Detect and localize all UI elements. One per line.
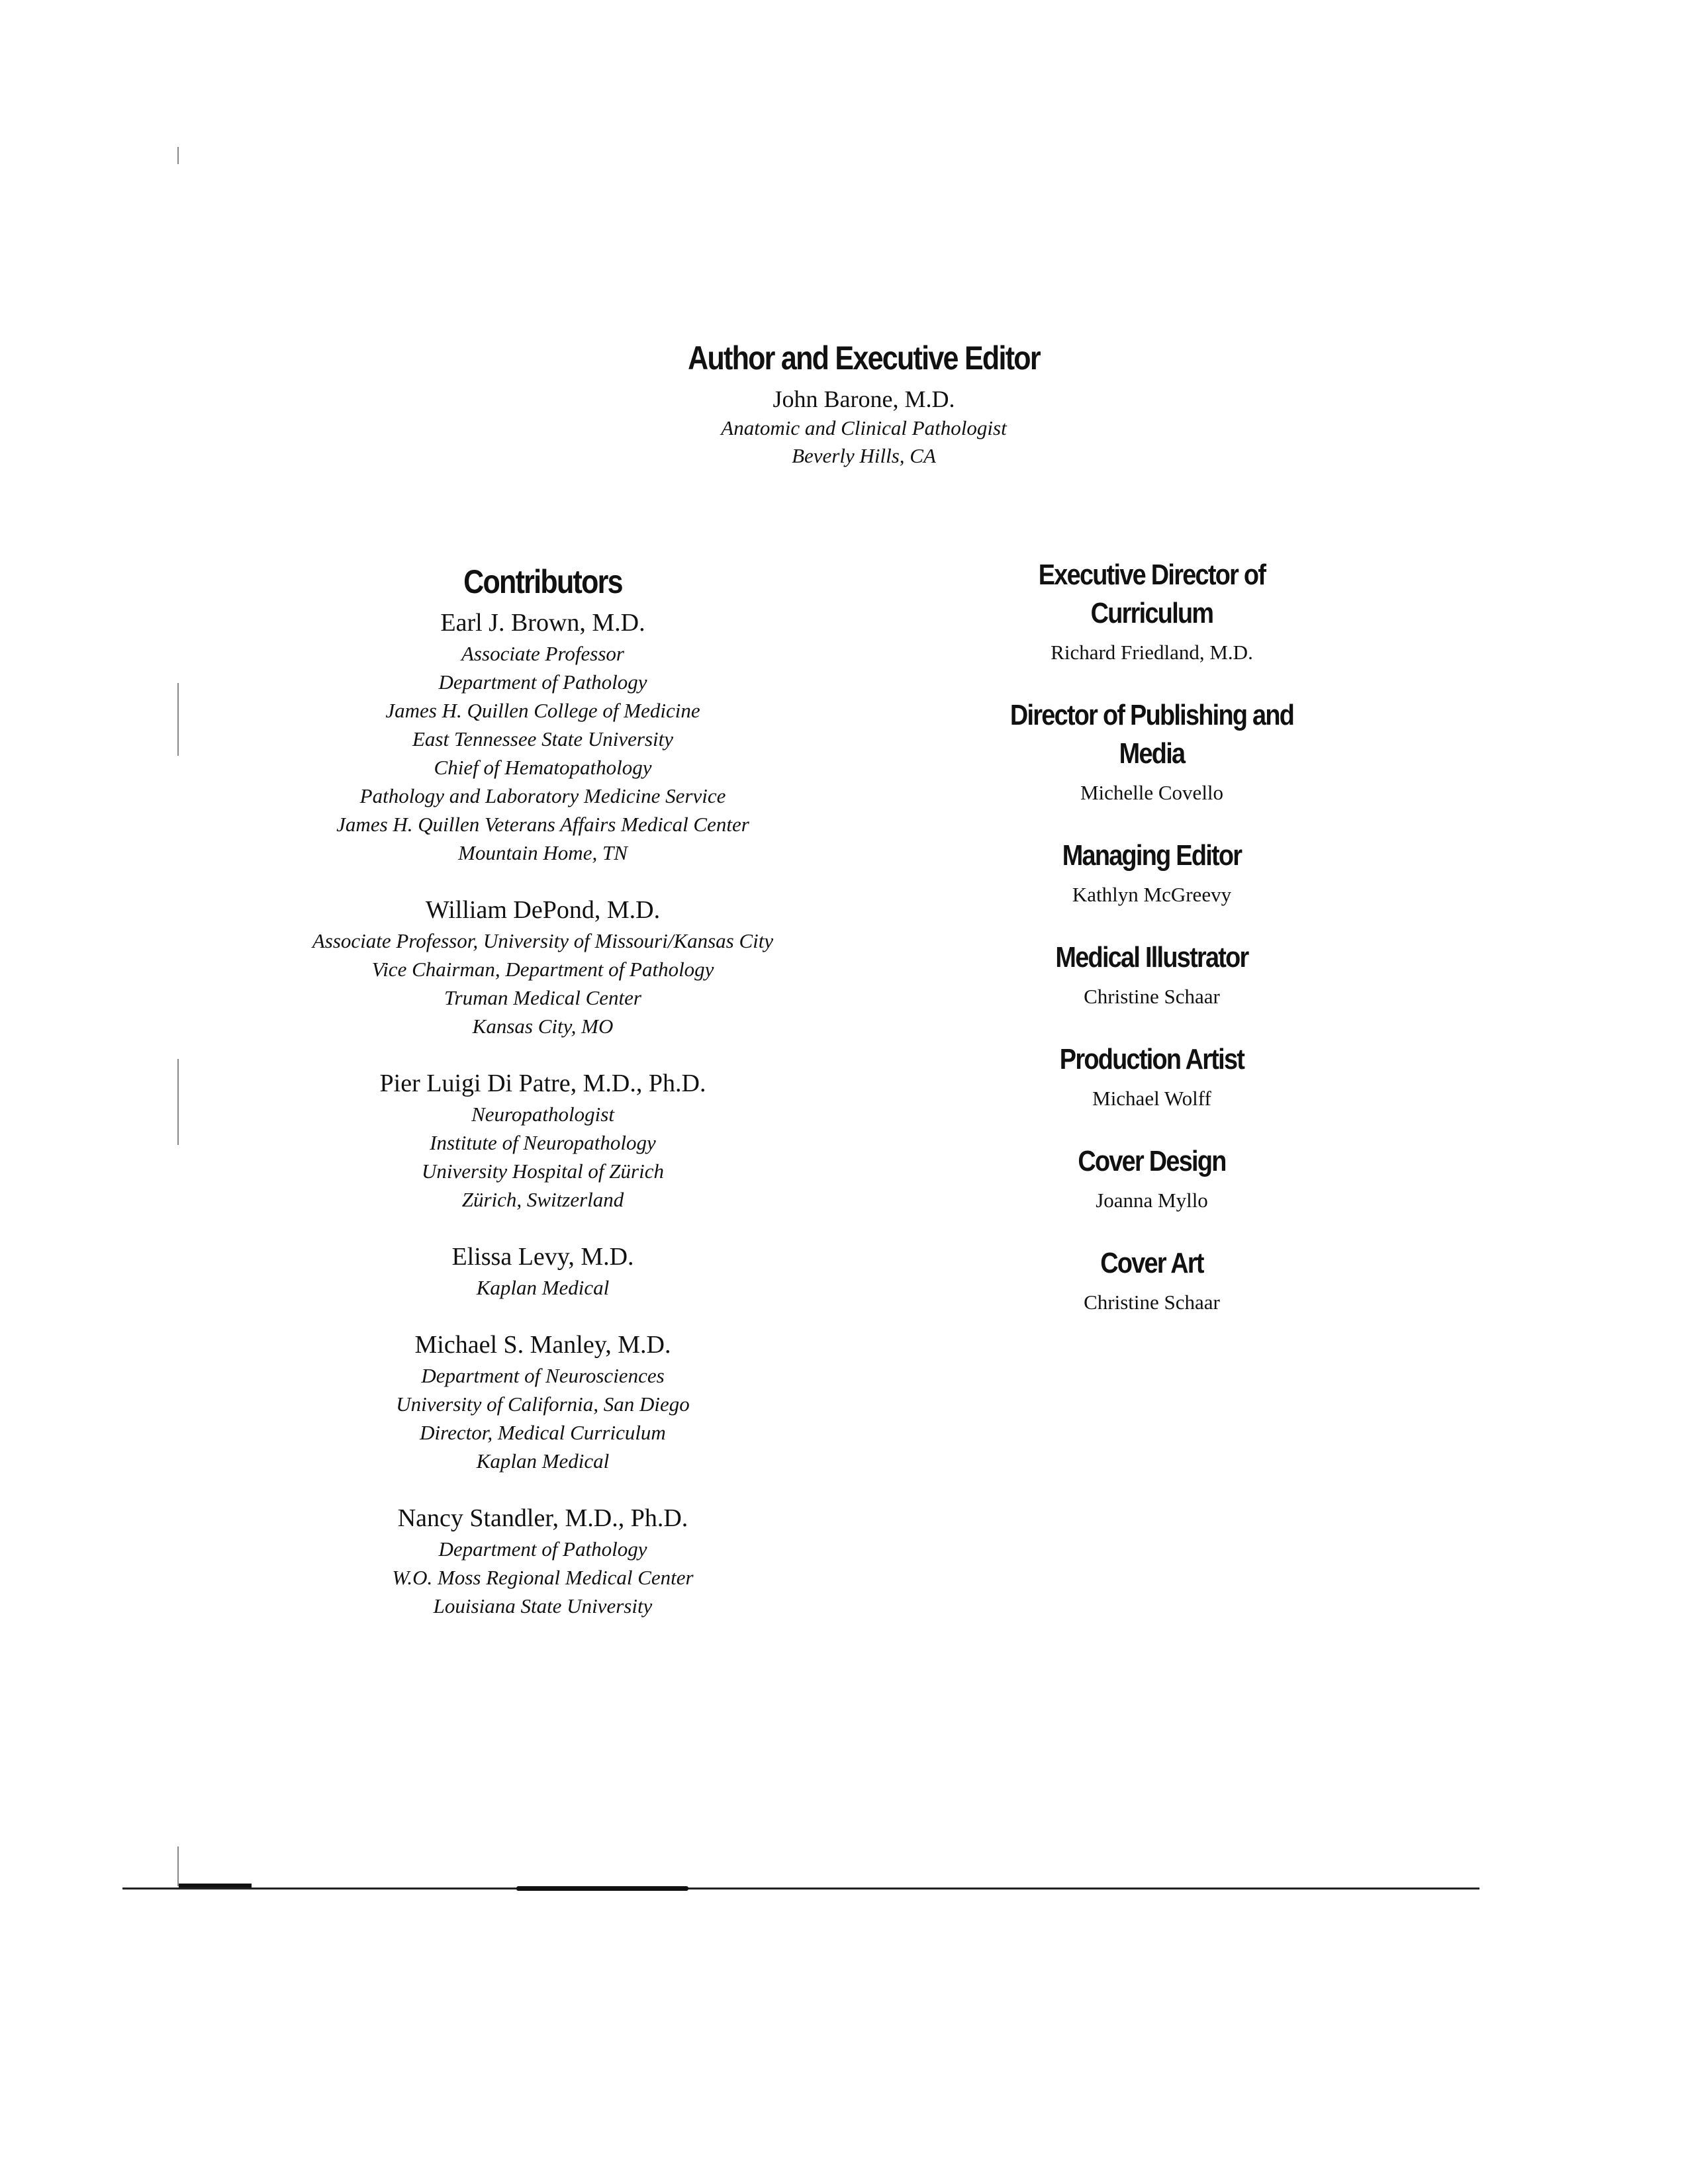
contributor-detail: East Tennessee State University	[412, 727, 674, 751]
bottom-rule-accent	[179, 1884, 252, 1888]
contributor	[252, 1067, 834, 1214]
author-detail: Anatomic and Clinical Pathologist	[721, 416, 1007, 439]
author-name: John Barone, M.D.	[773, 386, 955, 412]
contributors-heading: Contributors	[463, 563, 622, 600]
author-detail: Beverly Hills, CA	[792, 444, 936, 467]
staff-entry	[947, 1040, 1357, 1113]
contributor	[252, 1240, 834, 1302]
contributor-detail: Mountain Home, TN	[458, 841, 628, 864]
contributor-name: Michael S. Manley, M.D.	[414, 1331, 671, 1359]
contributor-detail: Institute of Neuropathology	[430, 1131, 656, 1154]
bottom-rule	[122, 1888, 1479, 1889]
staff-entry	[947, 696, 1357, 807]
staff-role: Managing Editor	[1062, 839, 1242, 872]
contributor-detail: Department of Pathology	[438, 670, 647, 694]
contributor-detail: Kaplan Medical	[476, 1276, 610, 1299]
contributor-name: Nancy Standler, M.D., Ph.D.	[397, 1504, 688, 1532]
contributor-name: Pier Luigi Di Patre, M.D., Ph.D.	[379, 1069, 706, 1097]
contributor-detail: Pathology and Laboratory Medicine Service	[359, 784, 726, 807]
contributor-detail: Associate Professor	[461, 642, 624, 665]
scan-mark	[177, 1059, 179, 1145]
contributor-detail: University of California, San Diego	[396, 1392, 690, 1416]
contributor	[252, 606, 834, 867]
contributor-name: William DePond, M.D.	[425, 896, 661, 924]
bottom-rule-accent	[516, 1886, 688, 1891]
author-section	[566, 338, 1162, 470]
scan-mark	[177, 147, 179, 164]
staff-role: Executive Director of Curriculum	[1038, 559, 1266, 629]
staff-entry	[947, 837, 1357, 909]
contributor-detail: Associate Professor, University of Missouri/Kansas City	[312, 929, 774, 952]
staff-role: Cover Design	[1078, 1145, 1226, 1177]
staff-entry	[947, 1244, 1357, 1317]
contributor-detail: Truman Medical Center	[444, 986, 641, 1009]
staff-section	[947, 556, 1357, 1346]
contributor-detail: Department of Neurosciences	[421, 1364, 665, 1387]
staff-name: Christine Schaar	[1084, 985, 1220, 1008]
contributor-detail: James H. Quillen College of Medicine	[385, 699, 700, 722]
contributor-detail: Vice Chairman, Department of Pathology	[371, 958, 714, 981]
staff-entry	[947, 938, 1357, 1011]
contributor	[252, 1502, 834, 1620]
staff-name: Joanna Myllo	[1096, 1189, 1208, 1212]
scan-mark	[177, 683, 179, 756]
contributor-name: Elissa Levy, M.D.	[451, 1243, 634, 1271]
contributor-detail: Zürich, Switzerland	[461, 1188, 624, 1211]
contributor	[252, 1328, 834, 1475]
staff-name: Kathlyn McGreevy	[1072, 883, 1232, 906]
staff-role: Medical Illustrator	[1055, 941, 1248, 974]
staff-entry	[947, 556, 1357, 667]
contributor-detail: W.O. Moss Regional Medical Center	[392, 1566, 694, 1589]
contributor-detail: Neuropathologist	[471, 1103, 614, 1126]
staff-role: Director of Publishing and Media	[1009, 699, 1294, 770]
contributor-detail: Kaplan Medical	[476, 1449, 610, 1473]
contributor-detail: Director, Medical Curriculum	[420, 1421, 666, 1444]
contributor-detail: Kansas City, MO	[472, 1015, 614, 1038]
author-heading: Author and Executive Editor	[688, 340, 1040, 377]
staff-name: Michelle Covello	[1080, 781, 1224, 804]
contributor-detail: James H. Quillen Veterans Affairs Medical Center	[336, 813, 749, 836]
staff-name: Richard Friedland, M.D.	[1051, 641, 1253, 664]
contributor-detail: Louisiana State University	[433, 1594, 653, 1617]
contributor-detail: Department of Pathology	[438, 1537, 647, 1561]
staff-role: Cover Art	[1100, 1247, 1203, 1279]
contributor-detail: University Hospital of Zürich	[422, 1160, 664, 1183]
staff-name: Christine Schaar	[1084, 1291, 1220, 1314]
staff-name: Michael Wolff	[1092, 1087, 1211, 1110]
contributor-name: Earl J. Brown, M.D.	[440, 609, 645, 637]
contributors-section	[252, 561, 834, 1647]
contributor-detail: Chief of Hematopathology	[434, 756, 652, 779]
scan-mark	[177, 1846, 179, 1886]
staff-role: Production Artist	[1059, 1043, 1244, 1075]
staff-entry	[947, 1142, 1357, 1215]
contributor	[252, 893, 834, 1040]
